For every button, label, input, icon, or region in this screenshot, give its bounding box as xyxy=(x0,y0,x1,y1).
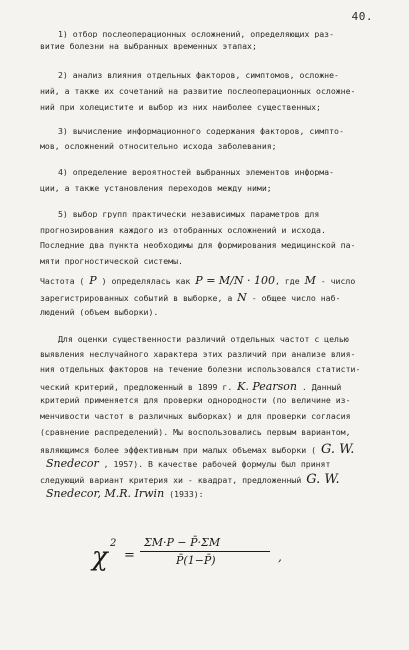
text-line xyxy=(40,396,389,404)
typed-text: являющимся более эффективным при малых объемах выборки ( xyxy=(40,445,321,455)
typed-text: ний, а также их сочетаний на развитие послеоперационных осложне- xyxy=(40,87,356,96)
handwritten-insert: P xyxy=(89,275,97,286)
formula-equals: = xyxy=(124,548,135,563)
handwritten-insert: P = M/N · 100 xyxy=(195,275,275,286)
text-line xyxy=(40,103,389,111)
typed-text: 4) определение вероятностей выбранных элементов информа- xyxy=(58,168,335,177)
text-line xyxy=(46,458,389,469)
typed-text: критерий применяется для проверки однородности (по величине из- xyxy=(40,396,351,405)
text-line xyxy=(40,292,389,303)
handwritten-insert: G. W. xyxy=(306,473,340,486)
typed-text: (сравнение распределений). Мы воспользовались первым вариантом, xyxy=(40,428,351,437)
typed-text: следующий вариант критерия хи - квадрат, предложенный xyxy=(40,475,307,485)
typed-text: ческий критерий, предложенный в 1899 г. xyxy=(40,382,238,392)
formula-numerator: ΣM·P − P̄·ΣM xyxy=(144,536,221,549)
typed-text: ния отдельных факторов на течение болезни использовался статисти- xyxy=(40,365,361,374)
text-line xyxy=(40,226,389,234)
handwritten-insert: Snedecor xyxy=(46,458,99,469)
text-line xyxy=(40,241,389,249)
typed-text: 3) вычисление информационного содержания факторов, симпто- xyxy=(58,127,344,136)
handwritten-insert: N xyxy=(237,292,247,303)
typed-text: витие болезни на выбранных временных этапах; xyxy=(40,42,257,51)
handwritten-insert: K. Pearson xyxy=(237,381,297,392)
text-line xyxy=(40,257,389,265)
typed-text: зарегистрированных событий в выборке, а xyxy=(40,293,238,303)
formula-chi: χ xyxy=(92,542,108,572)
typed-text: менчивости частот в различных выборках) и для проверки согласия xyxy=(40,412,351,421)
typed-text: . Данный xyxy=(296,382,342,392)
typed-text: людений (объем выборки). xyxy=(40,308,159,317)
typed-text: мов, осложнений относительно исхода заболевания; xyxy=(40,142,277,151)
formula-exponent: 2 xyxy=(110,538,117,549)
typed-text: Частота ( xyxy=(40,276,90,286)
chi-square-formula xyxy=(92,536,332,572)
typed-text: , 1957). В качестве рабочей формулы был принят xyxy=(98,459,331,469)
handwritten-insert: Snedecor, M.R. Irwin xyxy=(46,488,165,499)
text-line xyxy=(40,428,389,436)
typed-text: ции, а также установления переходов между ними; xyxy=(40,184,272,193)
text-line xyxy=(40,350,389,358)
text-line xyxy=(40,142,389,150)
typed-text: мяти прогностической системы. xyxy=(40,257,183,266)
text-line xyxy=(58,335,389,343)
typed-text: прогнозирования каждого из отобранных осложнений и исхода. xyxy=(40,226,326,235)
typed-text: - число xyxy=(315,276,356,286)
typed-text: ний при холецистите и выбор из них наиболее существенных; xyxy=(40,103,321,112)
text-line xyxy=(40,473,389,486)
text-line xyxy=(40,184,389,192)
formula-denominator: P̄(1−P̄) xyxy=(176,554,216,567)
text-line xyxy=(58,71,389,79)
typed-text: ) определялась как xyxy=(96,276,196,286)
typed-text: Для оценки существенности различий отдельных частот с целью xyxy=(58,335,349,344)
typed-text: 1) отбор послеоперационных осложнений, определяющих раз- xyxy=(58,30,335,39)
handwritten-insert: M xyxy=(304,275,316,286)
typed-text: Последние два пункта необходимы для формирования медицинской па- xyxy=(40,241,356,250)
formula-comma: , xyxy=(278,550,282,564)
text-line xyxy=(40,42,389,50)
text-line xyxy=(40,412,389,420)
text-line xyxy=(40,381,389,392)
text-line xyxy=(40,275,389,286)
page-number: 40. xyxy=(351,10,373,23)
text-line xyxy=(40,87,389,95)
formula-fraction-bar xyxy=(140,551,270,552)
text-line xyxy=(58,168,389,176)
typed-text: 2) анализ влияния отдельных факторов, симптомов, осложне- xyxy=(58,71,339,80)
typed-text: , где xyxy=(275,276,305,286)
text-line xyxy=(58,30,389,38)
typed-text: - общее число наб- xyxy=(246,293,341,303)
handwritten-insert: G. W. xyxy=(320,443,355,456)
typed-text: (1933): xyxy=(164,489,204,499)
text-line xyxy=(40,365,389,373)
typed-text: выявления неслучайного характера этих различий при анализе влия- xyxy=(40,350,356,359)
text-line xyxy=(58,127,389,135)
text-line xyxy=(46,488,389,499)
text-line xyxy=(58,210,389,218)
typed-text: 5) выбор групп практически независимых параметров для xyxy=(58,210,320,219)
text-line xyxy=(40,443,389,456)
text-line xyxy=(40,308,389,316)
